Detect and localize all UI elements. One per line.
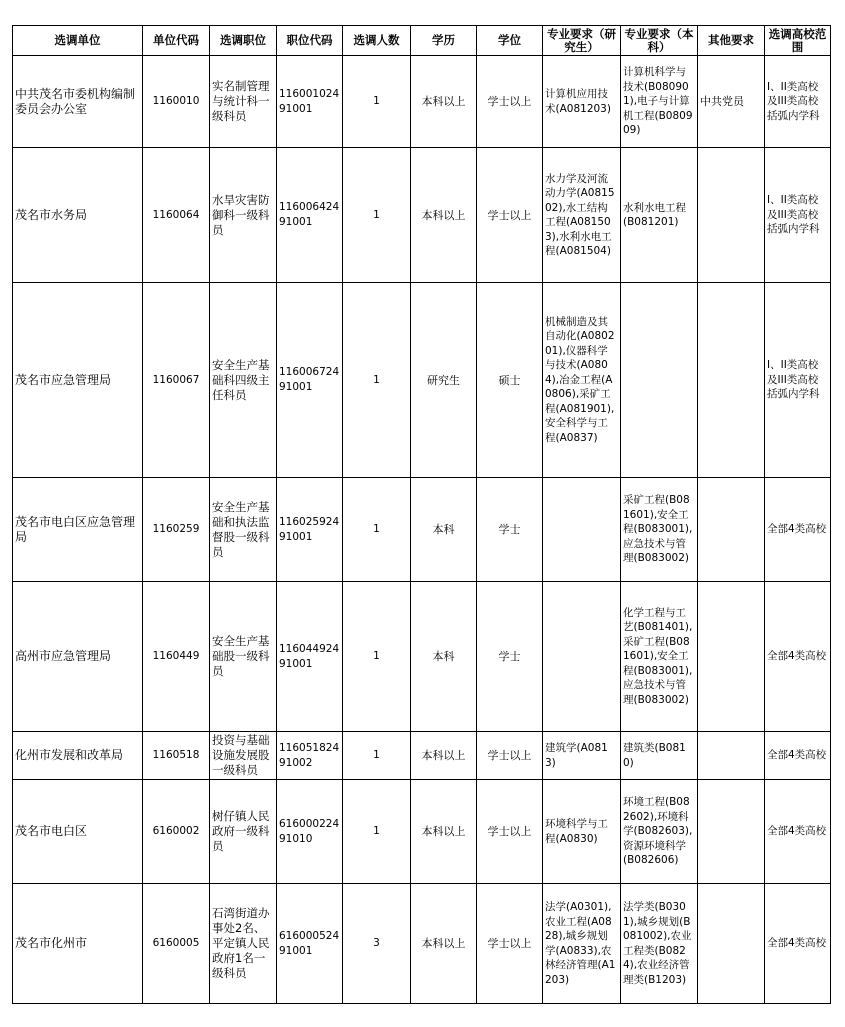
cell-major-grad: 环境科学与工程(A0830) [543, 780, 621, 884]
cell-degree: 学士以上 [477, 56, 543, 148]
cell-degree: 学士以上 [477, 148, 543, 283]
header-degree: 学位 [477, 26, 543, 56]
cell-major-undergrad: 水利水电工程(B081201) [621, 148, 698, 283]
cell-degree: 硕士 [477, 283, 543, 478]
table-row [13, 478, 831, 582]
cell-other [698, 148, 765, 283]
cell-other [698, 780, 765, 884]
cell-count: 1 [343, 478, 411, 582]
cell-unit-code: 6160002 [143, 780, 210, 884]
cell-major-grad [543, 582, 621, 732]
table-row [13, 56, 831, 148]
header-position: 选调职位 [210, 26, 277, 56]
cell-count: 1 [343, 148, 411, 283]
table-row [13, 780, 831, 884]
cell-unit-code: 1160067 [143, 283, 210, 478]
cell-education: 研究生 [411, 283, 477, 478]
cell-position-code: 61600022491010 [277, 780, 343, 884]
cell-major-undergrad: 建筑类(B0810) [621, 732, 698, 780]
cell-major-grad: 法学(A0301),农业工程(A0828),城乡规划学(A0833),农林经济管理(A1203) [543, 884, 621, 1004]
cell-unit: 高州市应急管理局 [13, 582, 143, 732]
positions-table [12, 25, 831, 1004]
header-scope: 选调高校范围 [765, 26, 831, 56]
cell-position-code: 11605182491002 [277, 732, 343, 780]
cell-degree: 学士以上 [477, 780, 543, 884]
cell-position: 安全生产基础和执法监督股一级科员 [210, 478, 277, 582]
cell-scope: 全部4类高校 [765, 478, 831, 582]
cell-unit: 茂名市化州市 [13, 884, 143, 1004]
header-other: 其他要求 [698, 26, 765, 56]
cell-unit-code: 1160010 [143, 56, 210, 148]
cell-major-grad: 水力学及河流动力学(A081502),水工结构工程(A081503),水利水电工程(A081504) [543, 148, 621, 283]
cell-other [698, 732, 765, 780]
cell-unit-code: 1160259 [143, 478, 210, 582]
cell-degree: 学士 [477, 478, 543, 582]
cell-major-undergrad: 采矿工程(B081601),安全工程(B083001),应急技术与管理(B083002) [621, 478, 698, 582]
cell-position: 安全生产基础科四级主任科员 [210, 283, 277, 478]
header-unit-code: 单位代码 [143, 26, 210, 56]
header-major-grad: 专业要求（研究生） [543, 26, 621, 56]
cell-other: 中共党员 [698, 56, 765, 148]
cell-degree: 学士以上 [477, 884, 543, 1004]
cell-major-undergrad [621, 283, 698, 478]
cell-count: 1 [343, 56, 411, 148]
header-count: 选调人数 [343, 26, 411, 56]
header-major-undergrad: 专业要求（本科） [621, 26, 698, 56]
cell-unit: 茂名市电白区 [13, 780, 143, 884]
header-education: 学历 [411, 26, 477, 56]
cell-major-undergrad: 环境工程(B082602),环境科学(B082603),资源环境科学(B082606) [621, 780, 698, 884]
cell-unit-code: 1160518 [143, 732, 210, 780]
cell-other [698, 884, 765, 1004]
cell-other [698, 582, 765, 732]
cell-scope: I、II类高校及III类高校括弧内学科 [765, 148, 831, 283]
cell-position-code: 11604492491001 [277, 582, 343, 732]
header-unit: 选调单位 [13, 26, 143, 56]
cell-unit-code: 1160449 [143, 582, 210, 732]
cell-major-grad [543, 478, 621, 582]
cell-education: 本科以上 [411, 732, 477, 780]
cell-position-code: 11600102491001 [277, 56, 343, 148]
cell-education: 本科以上 [411, 56, 477, 148]
cell-major-grad: 建筑学(A0813) [543, 732, 621, 780]
cell-unit: 茂名市水务局 [13, 148, 143, 283]
header-row [13, 26, 831, 56]
cell-position: 树仔镇人民政府一级科员 [210, 780, 277, 884]
table-row [13, 582, 831, 732]
cell-unit: 化州市发展和改革局 [13, 732, 143, 780]
cell-count: 3 [343, 884, 411, 1004]
cell-position-code: 11600642491001 [277, 148, 343, 283]
cell-other [698, 478, 765, 582]
cell-count: 1 [343, 283, 411, 478]
cell-count: 1 [343, 780, 411, 884]
cell-scope: 全部4类高校 [765, 732, 831, 780]
cell-position-code: 61600052491001 [277, 884, 343, 1004]
cell-unit: 茂名市应急管理局 [13, 283, 143, 478]
cell-other [698, 283, 765, 478]
cell-position: 安全生产基础股一级科员 [210, 582, 277, 732]
cell-scope: I、II类高校及III类高校括弧内学科 [765, 56, 831, 148]
table-row [13, 148, 831, 283]
cell-education: 本科以上 [411, 780, 477, 884]
cell-major-undergrad: 化学工程与工艺(B081401),采矿工程(B081601),安全工程(B083001),应急技术与管理(B083002) [621, 582, 698, 732]
cell-unit: 茂名市电白区应急管理局 [13, 478, 143, 582]
cell-major-grad: 机械制造及其自动化(A080201),仪器科学与技术(A0804),冶金工程(A0806),采矿工程(A081901),安全科学与工程(A0837) [543, 283, 621, 478]
cell-major-grad: 计算机应用技术(A081203) [543, 56, 621, 148]
cell-degree: 学士 [477, 582, 543, 732]
cell-position-code: 11602592491001 [277, 478, 343, 582]
cell-position: 石湾街道办事处2名、平定镇人民政府1名一级科员 [210, 884, 277, 1004]
cell-position: 实名制管理与统计科一级科员 [210, 56, 277, 148]
cell-unit: 中共茂名市委机构编制委员会办公室 [13, 56, 143, 148]
table-row [13, 884, 831, 1004]
cell-degree: 学士以上 [477, 732, 543, 780]
cell-scope: 全部4类高校 [765, 780, 831, 884]
cell-position: 水旱灾害防御科一级科员 [210, 148, 277, 283]
cell-unit-code: 1160064 [143, 148, 210, 283]
cell-major-undergrad: 计算机科学与技术(B080901),电子与计算机工程(B080909) [621, 56, 698, 148]
cell-education: 本科 [411, 478, 477, 582]
cell-major-undergrad: 法学类(B0301),城乡规划(B081002),农业工程类(B0824),农业经济管理类(B1203) [621, 884, 698, 1004]
cell-count: 1 [343, 732, 411, 780]
cell-scope: 全部4类高校 [765, 884, 831, 1004]
cell-count: 1 [343, 582, 411, 732]
cell-education: 本科以上 [411, 884, 477, 1004]
cell-scope: 全部4类高校 [765, 582, 831, 732]
table-row [13, 283, 831, 478]
cell-unit-code: 6160005 [143, 884, 210, 1004]
header-position-code: 职位代码 [277, 26, 343, 56]
cell-position-code: 11600672491001 [277, 283, 343, 478]
table-row [13, 732, 831, 780]
cell-education: 本科 [411, 582, 477, 732]
cell-position: 投资与基础设施发展股一级科员 [210, 732, 277, 780]
cell-scope: I、II类高校及III类高校括弧内学科 [765, 283, 831, 478]
cell-education: 本科以上 [411, 148, 477, 283]
